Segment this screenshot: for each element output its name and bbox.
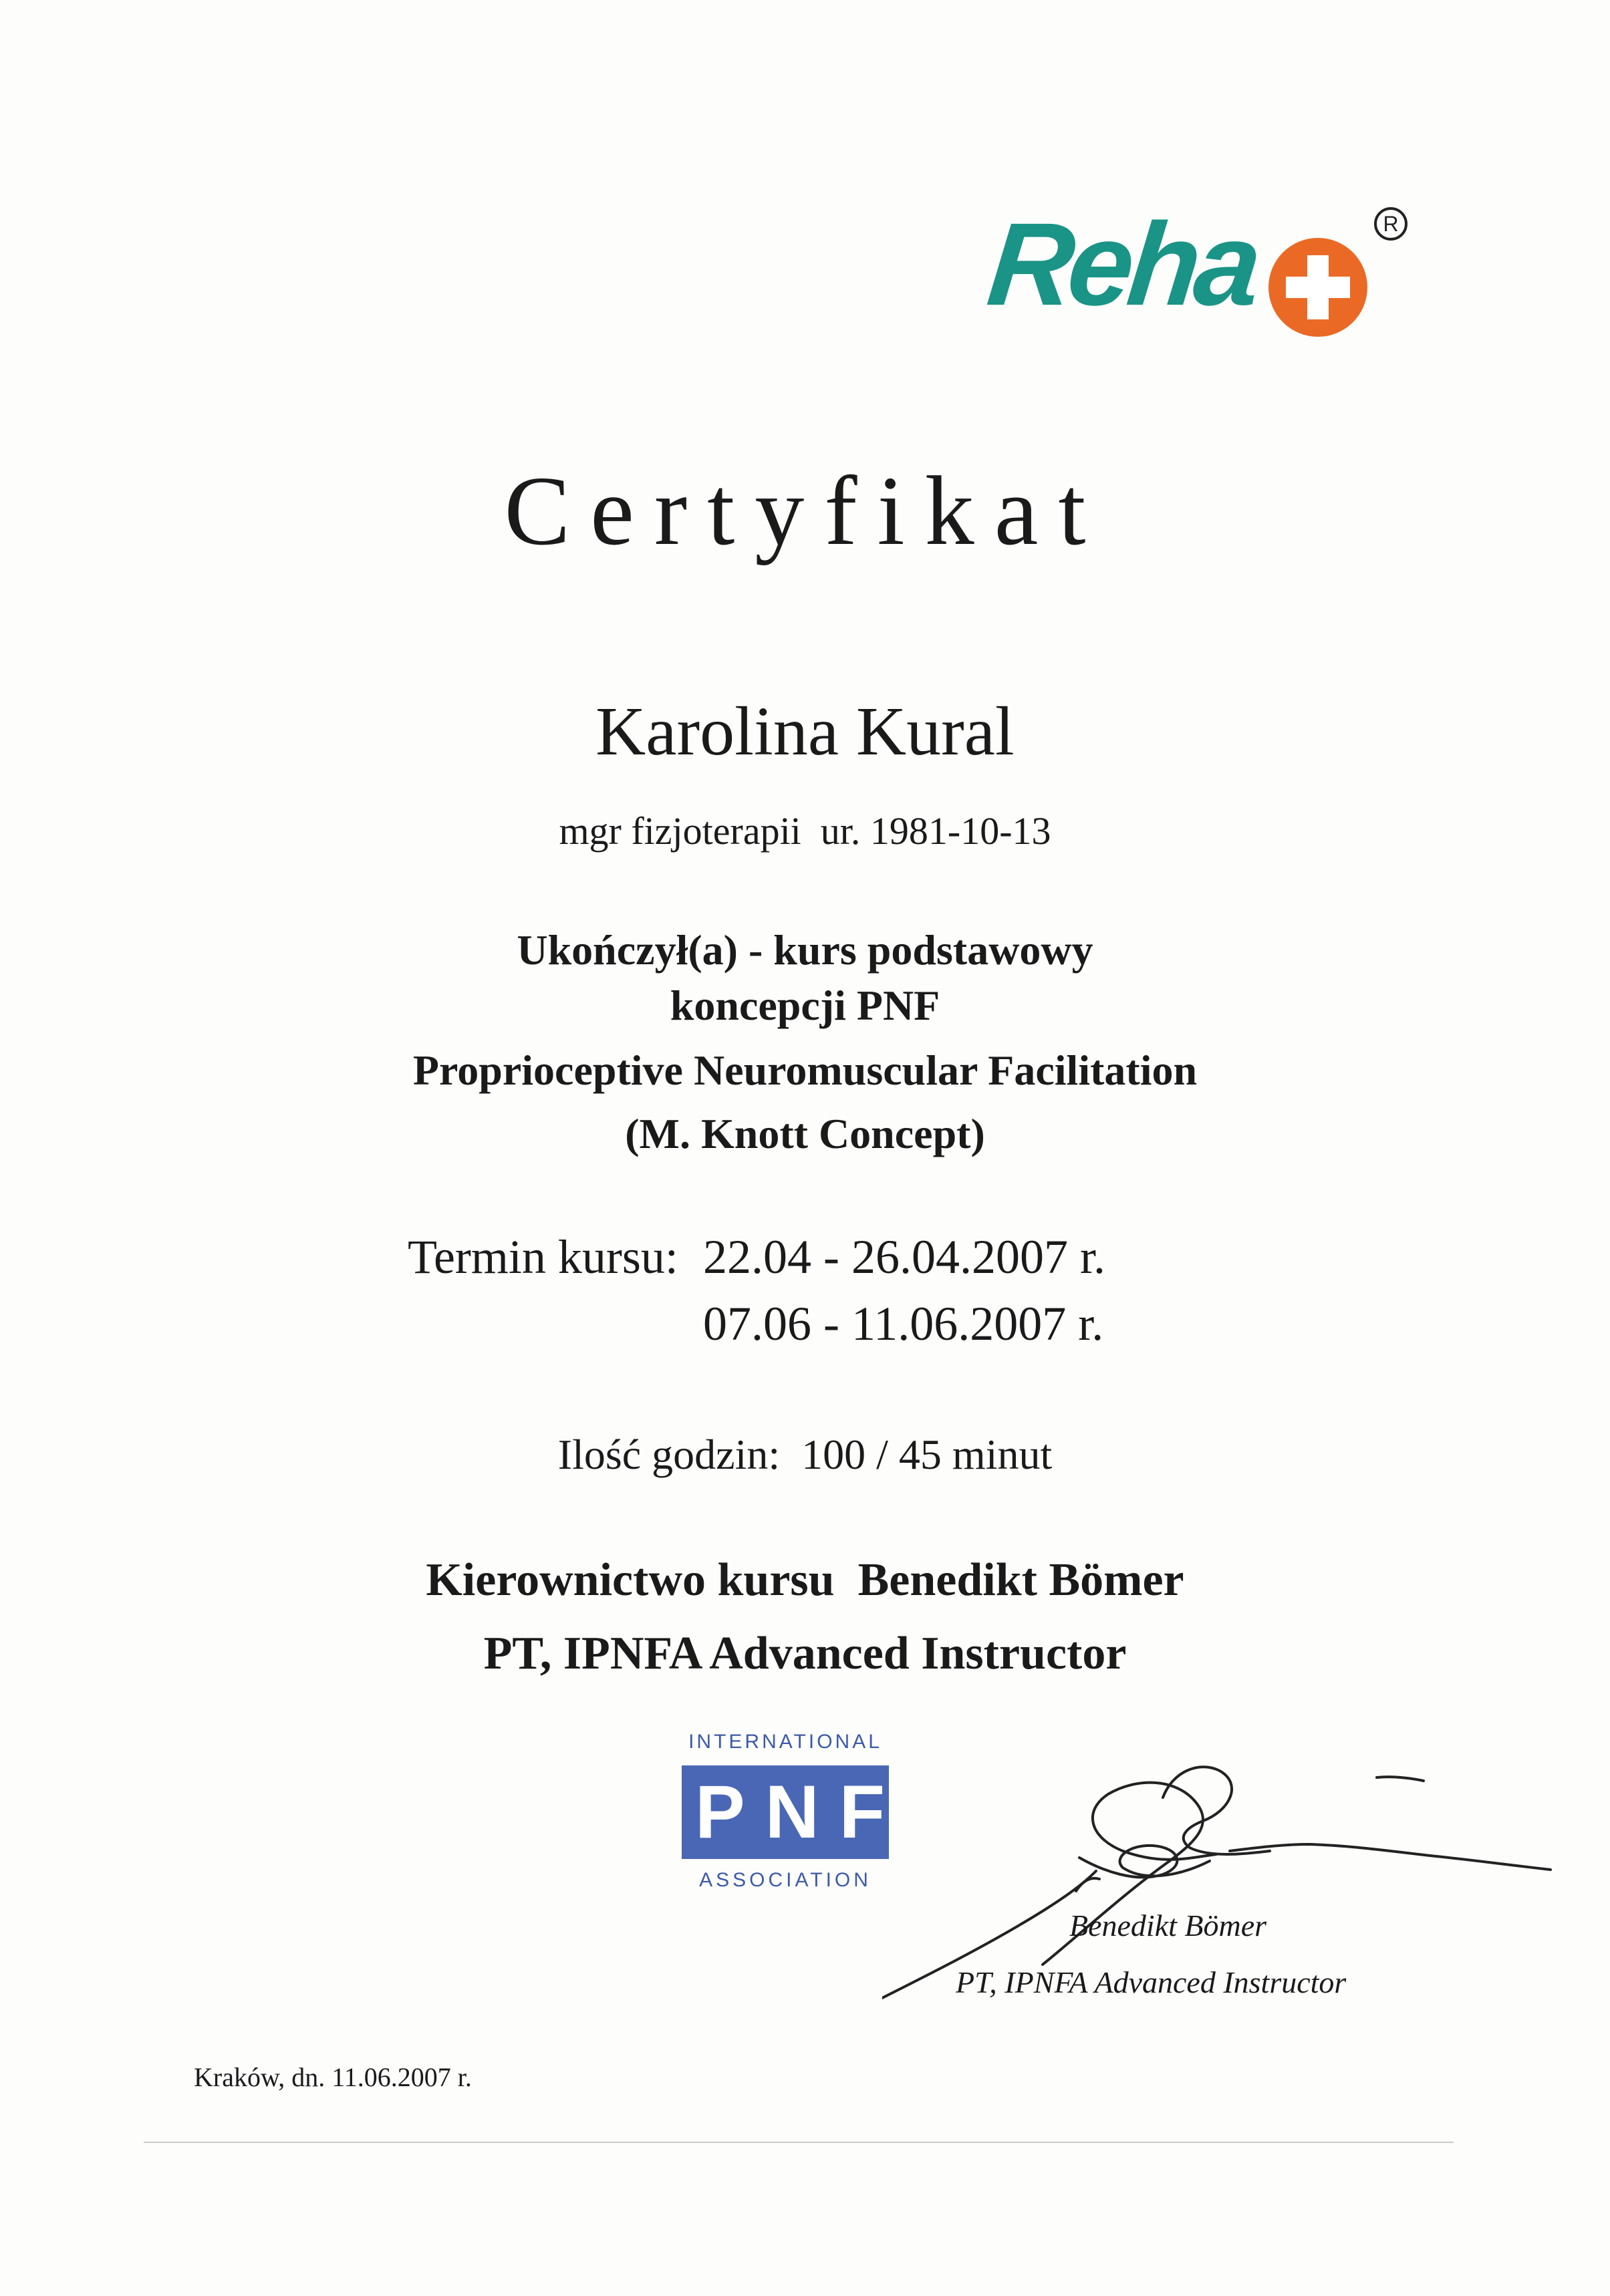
reha-logo-text: Reha bbox=[982, 199, 1262, 330]
pnf-logo-top-text: INTERNATIONAL bbox=[688, 1731, 882, 1753]
term-label: Termin kursu: bbox=[408, 1230, 678, 1284]
course-leader-title: PT, IPNFA Advanced Instructor bbox=[483, 1628, 1127, 1679]
registered-mark: R bbox=[1374, 207, 1407, 241]
signatory-name: Benedikt Bömer bbox=[1069, 1908, 1267, 1943]
pnf-logo-main-text: PNF bbox=[682, 1765, 889, 1859]
course-line-1: Ukończył(a) - kurs podstawowy bbox=[517, 926, 1093, 974]
footer-divider bbox=[144, 2142, 1454, 2143]
reha-logo bbox=[982, 194, 1417, 347]
hours-count: Ilość godzin: 100 / 45 minut bbox=[557, 1431, 1053, 1478]
pnf-association-logo bbox=[675, 1731, 905, 1904]
course-line-2: koncepcji PNF bbox=[670, 982, 940, 1029]
course-line-4: (M. Knott Concept) bbox=[625, 1110, 985, 1157]
recipient-name: Karolina Kural bbox=[595, 693, 1015, 770]
plus-circle-icon bbox=[1268, 238, 1367, 337]
signatory-title: PT, IPNFA Advanced Instructor bbox=[956, 1965, 1347, 1999]
course-line-3: Proprioceptive Neuromuscular Facilitation bbox=[412, 1046, 1198, 1094]
term-period-2: 07.06 - 11.06.2007 r. bbox=[703, 1297, 1104, 1350]
course-leader: Kierownictwo kursu Benedikt Bömer bbox=[426, 1554, 1184, 1606]
recipient-details: mgr fizjoterapii ur. 1981-10-13 bbox=[559, 809, 1051, 853]
term-period-1: 22.04 - 26.04.2007 r. bbox=[703, 1230, 1105, 1284]
certificate-title: Certyfikat bbox=[504, 456, 1106, 566]
place-and-date: Kraków, dn. 11.06.2007 r. bbox=[194, 2062, 472, 2092]
pnf-logo-bottom-text: ASSOCIATION bbox=[699, 1869, 871, 1891]
